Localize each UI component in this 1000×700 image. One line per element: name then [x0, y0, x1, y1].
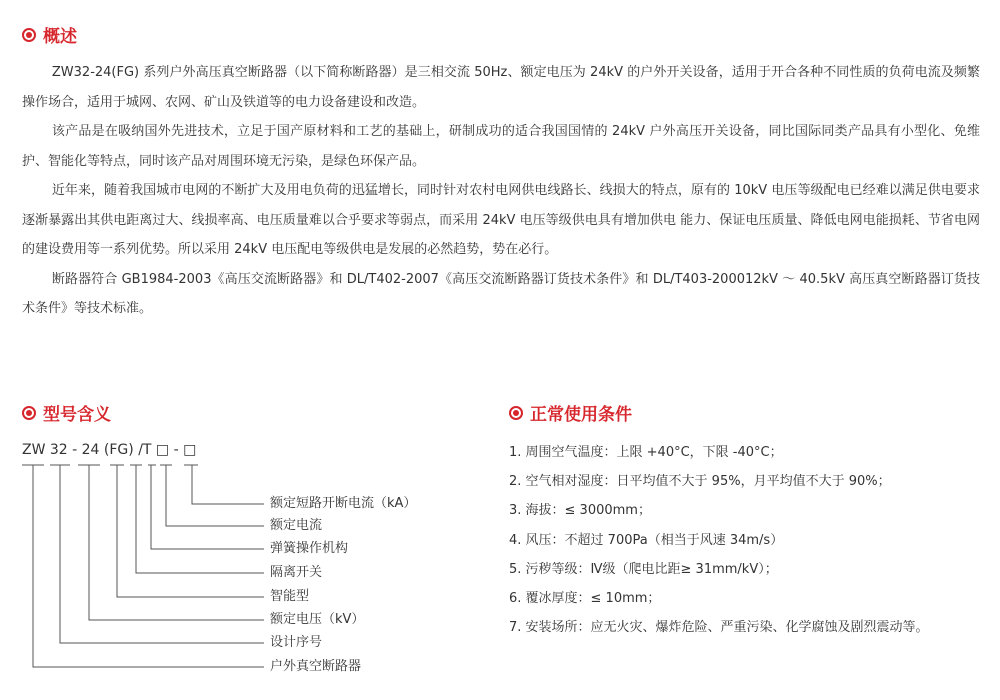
overview-paragraph: 断路器符合 GB1984-2003《高压交流断路器》和 DL/T402-2007《高压交流断路器订货技术条件》和 DL/T403-200012kV ～ 40.5kV 高压真空断路器订货技术条件》等技术标准。: [22, 271, 980, 316]
overview-text: [22, 58, 980, 324]
overview-paragraph: 该产品是在吸纳国外先进技术，立足于国产原材料和工艺的基础上，研制成功的适合我国国情的 24kV 户外高压开关设备，同比国际同类产品具有小型化、免维护、智能化等特点，同时该产品对周围环境无污染，是绿色环保产品。: [22, 124, 980, 169]
overview-title: 概述: [43, 27, 77, 47]
model-diagram: [22, 462, 492, 687]
overview-paragraph: ZW32-24(FG) 系列户外高压真空断路器（以下简称断路器）是三相交流 50Hz、额定电压为 24kV 的户外开关设备，适用于开合各种不同性质的负荷电流及频繁操作场合，适用于城网、农网、矿山及铁道等的电力设备建设和改造。: [22, 65, 980, 110]
legend-design-number: 设计序号: [270, 635, 323, 650]
model-diagram-lines: [22, 462, 492, 687]
target-icon: [22, 406, 36, 420]
condition-item: 6. 覆冰厚度：≤ 10mm；: [509, 591, 661, 607]
condition-item: 7. 安装场所：应无火灾、爆炸危险、严重污染、化学腐蚀及剧烈震动等。: [509, 620, 929, 636]
legend-outdoor-breaker: 户外真空断路器: [270, 659, 362, 674]
legend-rated-voltage: 额定电压（kV）: [270, 612, 365, 627]
condition-item: 3. 海拔：≤ 3000mm；: [509, 503, 651, 519]
overview-paragraph: 近年来，随着我国城市电网的不断扩大及用电负荷的迅猛增长，同时针对农村电网供电线路长、线损大的特点，原有的 10kV 电压等级配电已经难以满足供电要求逐渐暴露出其供电距离过大、线损率高、电压质量难以合乎要求等弱点，而采用 24kV 电压等级供电具有增加供电 能力、保证电压质量、降低电网电能损耗、节省电网的建设费用等一系列优势。所以采用 24kV 电压配电等级供电是发展的必然趋势，势在必行。: [22, 183, 980, 257]
target-icon: [22, 28, 36, 42]
conditions-list: [509, 438, 987, 642]
model-heading: [22, 400, 111, 425]
overview-heading: [22, 22, 77, 47]
legend-isolating-switch: 隔离开关: [270, 565, 323, 580]
model-code: ZW 32 - 24 (FG) /T □ - □: [22, 442, 197, 458]
condition-item: 2. 空气相对湿度：日平均值不大于 95%，月平均值不大于 90%；: [509, 474, 891, 490]
model-title: 型号含义: [43, 405, 111, 425]
legend-rated-current: 额定电流: [270, 518, 323, 533]
legend-spring-mechanism: 弹簧操作机构: [270, 541, 349, 556]
condition-item: 5. 污秽等级：Ⅳ级（爬电比距≥ 31mm/kV）；: [509, 561, 778, 577]
condition-item: 4. 风压：不超过 700Pa（相当于风速 34m/s）: [509, 532, 784, 548]
conditions-heading: [509, 400, 632, 425]
condition-item: 1. 周围空气温度：上限 +40°C，下限 -40°C；: [509, 445, 783, 460]
legend-intelligent: 智能型: [270, 589, 310, 604]
target-icon: [509, 406, 523, 420]
legend-breaking-current: 额定短路开断电流（kA）: [270, 496, 417, 511]
conditions-title: 正常使用条件: [530, 405, 632, 425]
